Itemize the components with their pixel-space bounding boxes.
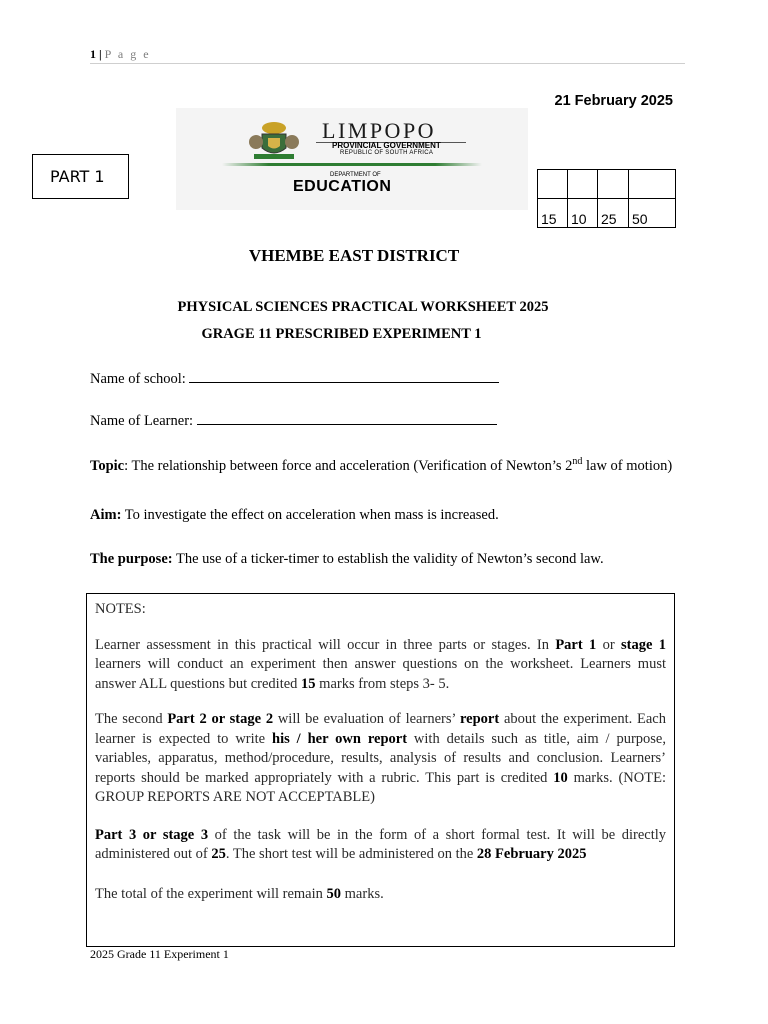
purpose-text: The use of a ticker-timer to establish the validity of Newton’s second law. <box>172 551 604 567</box>
notes-emphasis: Part 3 or stage 3 <box>95 826 209 843</box>
score-cell[interactable] <box>598 170 629 199</box>
notes-emphasis: 10 <box>553 769 568 786</box>
notes-text: will be evaluation of learners’ <box>273 711 460 727</box>
coat-of-arms-icon <box>246 120 302 162</box>
topic-superscript: nd <box>572 456 583 467</box>
learner-name-label: Name of Learner: <box>90 413 197 429</box>
purpose-label: The purpose: <box>90 551 173 567</box>
notes-emphasis: 15 <box>301 675 316 692</box>
notes-emphasis: Part 2 or stage 2 <box>167 711 274 727</box>
logo-green-line <box>222 163 482 166</box>
aim-text: To investigate the effect on acceleration when mass is increased. <box>121 507 499 523</box>
learner-name-blank[interactable] <box>197 411 497 425</box>
notes-paragraph-2 <box>95 710 666 808</box>
notes-paragraph-4 <box>95 885 666 905</box>
marks-total-cell: 10 <box>568 199 598 228</box>
notes-text: marks. (NOTE: GROUP REPORTS ARE NOT ACCEPTABLE) <box>95 769 666 805</box>
limpopo-education-logo <box>176 108 528 210</box>
purpose-paragraph <box>90 551 604 568</box>
logo-country: REPUBLIC OF SOUTH AFRICA <box>340 150 434 156</box>
page-number: 1 <box>90 47 96 61</box>
notes-paragraph-1 <box>95 636 666 695</box>
experiment-title: GRAGE 11 PRESCRIBED EXPERIMENT 1 <box>201 326 482 342</box>
aim-paragraph <box>90 507 499 524</box>
notes-emphasis: 28 February 2025 <box>476 846 587 862</box>
notes-text: The second <box>95 711 168 727</box>
topic-text-end: law of motion) <box>582 457 673 474</box>
aim-label: Aim: <box>90 507 122 523</box>
document-date: 21 February 2025 <box>554 93 673 109</box>
notes-text: of the task will be in the form of a short formal test. It will be directly administered out of <box>95 826 667 862</box>
notes-text: or <box>596 636 621 653</box>
logo-subtitle: PROVINCIAL GOVERNMENT <box>332 141 441 150</box>
page-footer: 2025 Grade 11 Experiment 1 <box>90 947 229 961</box>
notes-text: marks. <box>341 885 384 902</box>
notes-text: with details such as title, aim / purpose, variables, apparatus, method/procedure, results, analysis of results and conclusion. Learners’ reports should be marked appropriately with a rubric. This part is credited <box>95 730 666 786</box>
marks-total-cell: 25 <box>598 199 629 228</box>
district-heading: VHEMBE EAST DISTRICT <box>248 246 460 265</box>
notes-emphasis: his / her own report <box>272 730 408 747</box>
notes-text: . The short test will be administered on the <box>225 846 477 862</box>
notes-emphasis: stage 1 <box>621 636 666 653</box>
logo-dept-name: EDUCATION <box>293 178 392 195</box>
notes-paragraph-3 <box>95 826 666 865</box>
marks-score-row <box>538 170 676 199</box>
notes-emphasis: 25 <box>211 846 226 862</box>
notes-text: The total of the experiment will remain <box>95 885 327 902</box>
school-name-label: Name of school: <box>90 371 190 387</box>
marks-total-row <box>538 199 676 228</box>
part-label-box: PART 1 <box>32 154 129 199</box>
topic-paragraph <box>90 453 725 475</box>
notes-emphasis: Part 1 <box>555 636 597 653</box>
page-separator: | <box>96 47 105 61</box>
page-word: P a g e <box>104 47 151 61</box>
page-header <box>90 46 685 64</box>
logo-dept-prefix: DEPARTMENT OF <box>330 172 381 178</box>
score-cell[interactable] <box>629 170 676 199</box>
notes-emphasis: report <box>460 711 500 727</box>
notes-text: about the experiment. Each learner is expected to write <box>95 711 666 747</box>
learner-name-field <box>90 411 497 430</box>
logo-province-name: LIMPOPO <box>322 118 437 143</box>
notes-box <box>86 593 675 947</box>
marks-table <box>537 169 676 228</box>
marks-total-cell: 50 <box>629 199 676 228</box>
notes-text: marks from steps 3- 5. <box>315 675 450 692</box>
notes-emphasis: 50 <box>326 885 342 902</box>
topic-label: Topic <box>90 457 125 474</box>
marks-total-cell: 15 <box>538 199 568 228</box>
school-name-field <box>90 369 499 388</box>
school-name-blank[interactable] <box>189 369 499 383</box>
score-cell[interactable] <box>568 170 598 199</box>
notes-text: Learner assessment in this practical will occur in three parts or stages. In <box>95 636 556 653</box>
notes-heading: NOTES: <box>95 601 146 617</box>
notes-text: learners will conduct an experiment then answer questions on the worksheet. Learners must answer ALL questions but credited <box>95 656 666 692</box>
topic-text: : The relationship between force and acceleration (Verification of Newton’s 2 <box>124 457 573 474</box>
score-cell[interactable] <box>538 170 568 199</box>
worksheet-title: PHYSICAL SCIENCES PRACTICAL WORKSHEET 2025 <box>177 299 549 315</box>
